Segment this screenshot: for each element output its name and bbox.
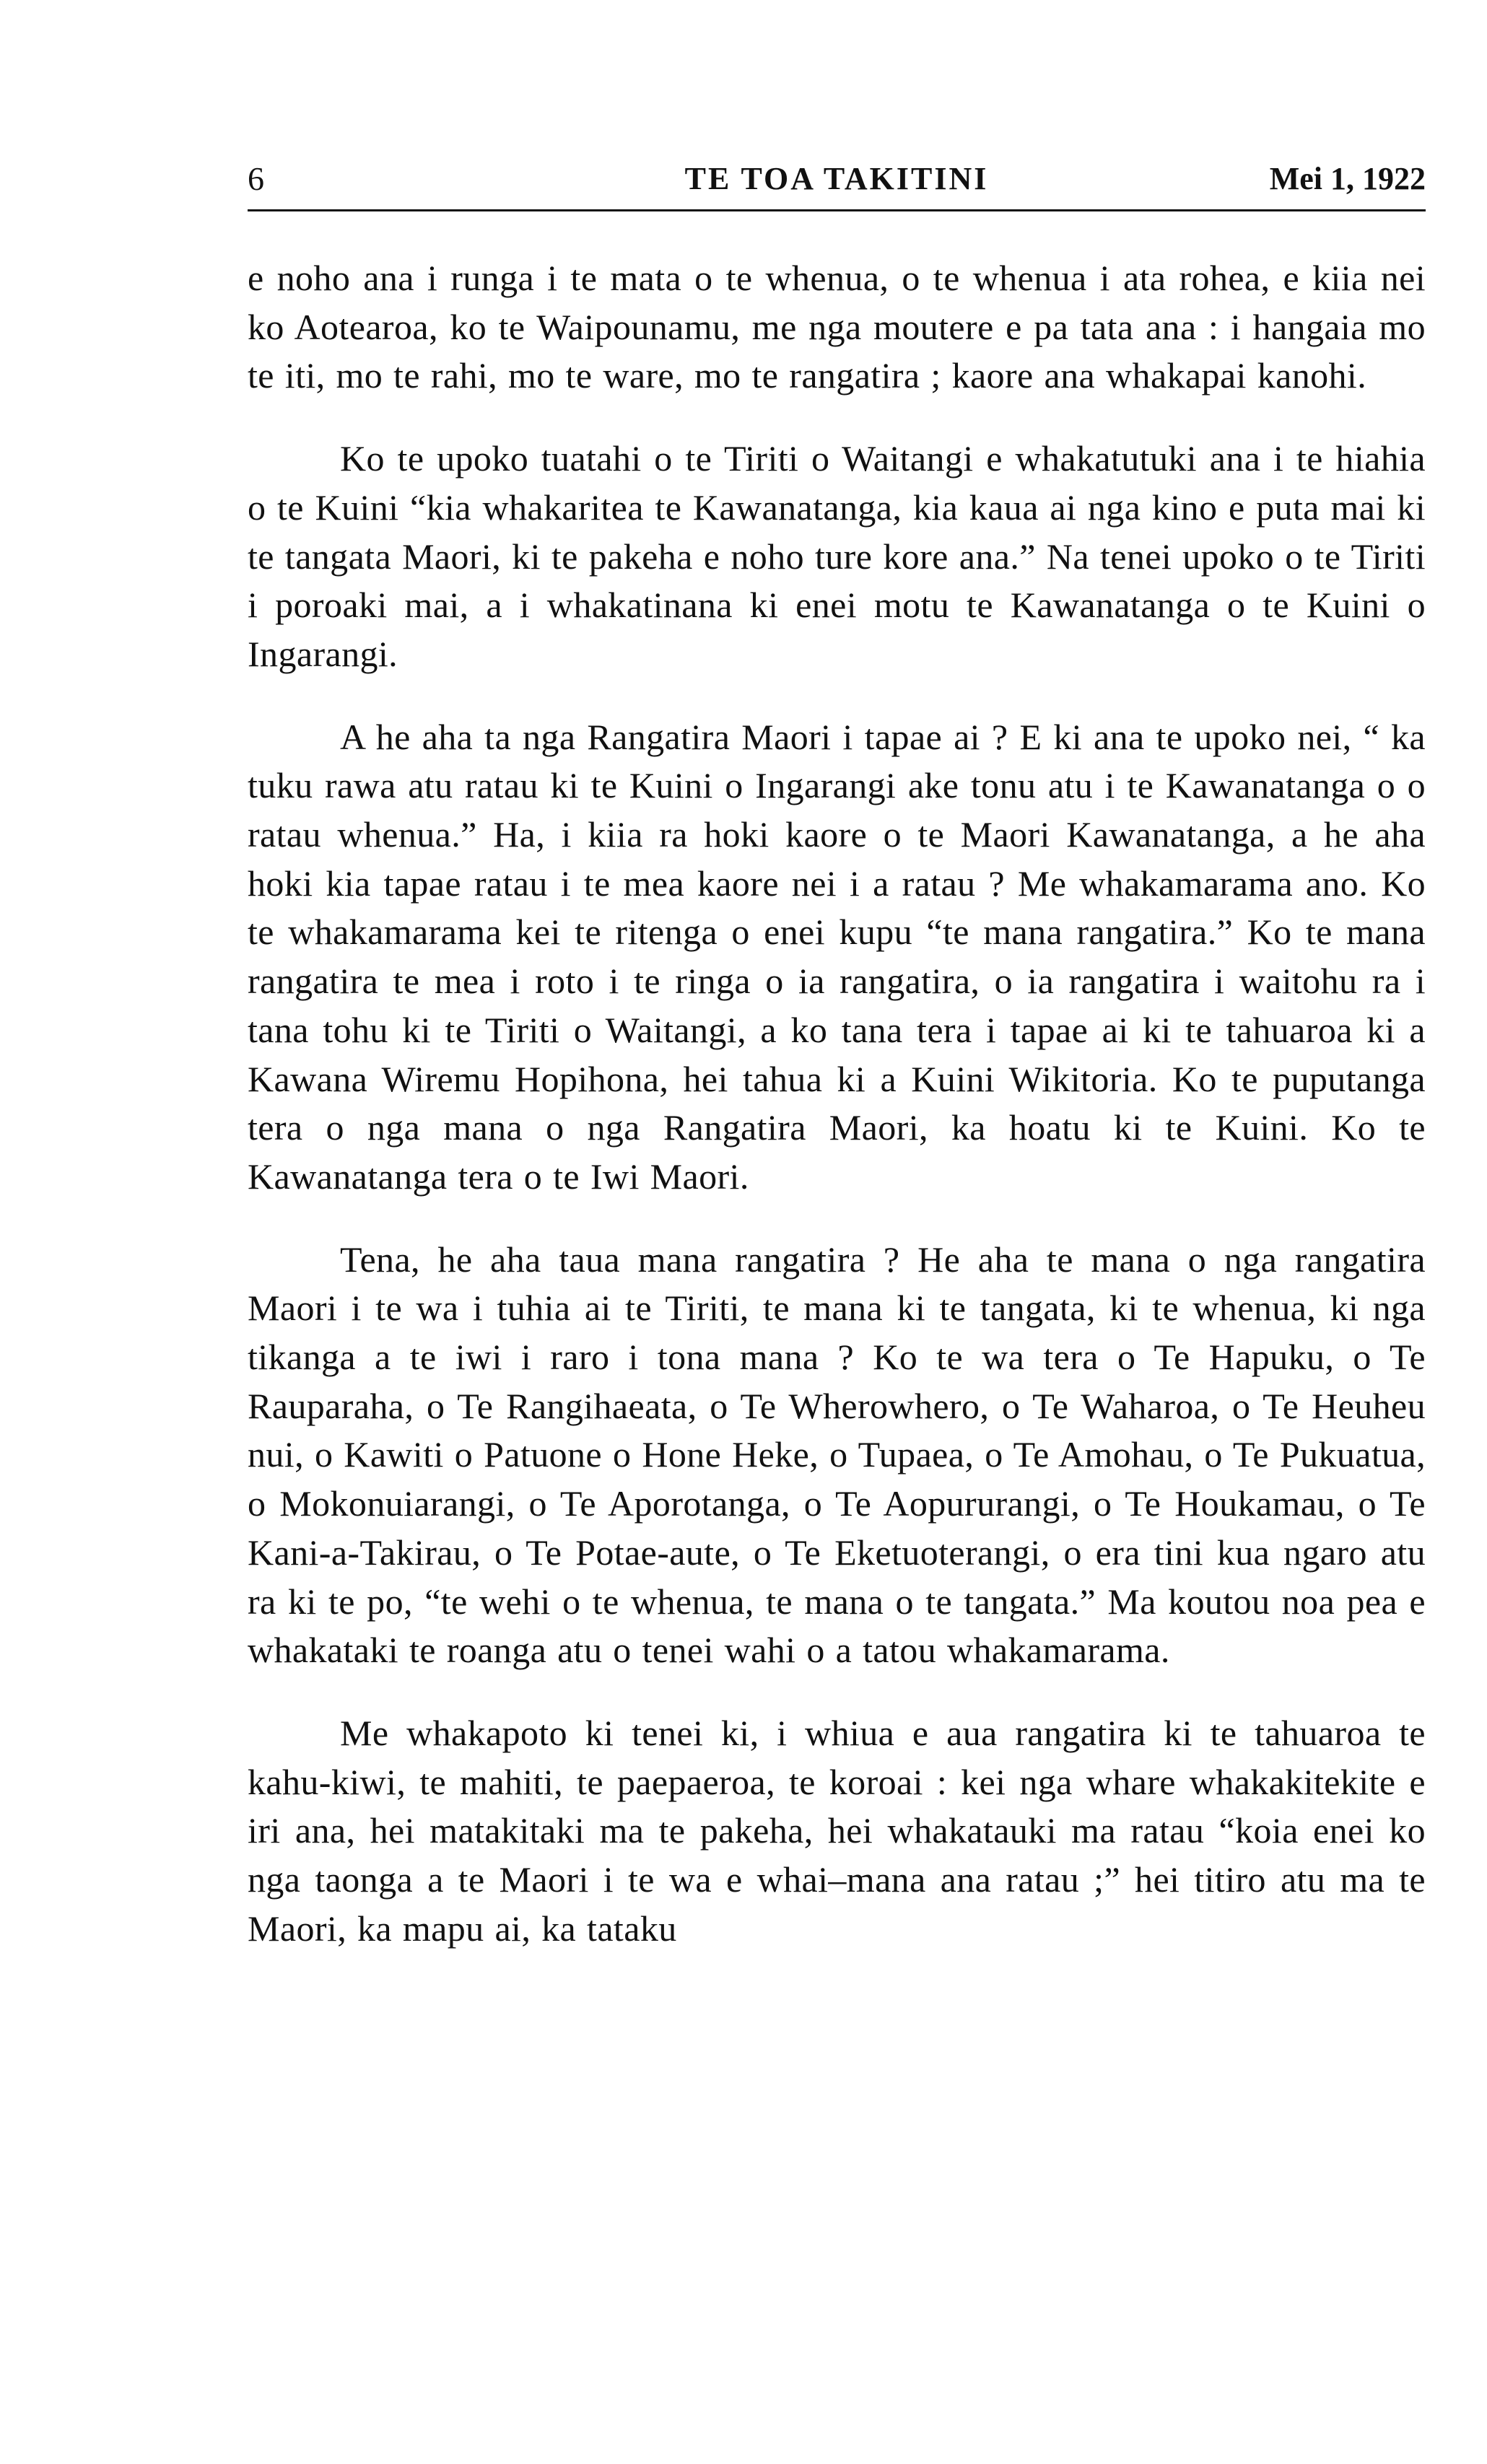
running-head — [248, 157, 1426, 208]
paragraph-4: Tena, he aha taua mana rangatira ? He aha te mana o nga rangatira Maori i te wa i tuhia ai te Tiriti, te mana ki te tangata, ki te whenua, ki nga tikanga a te iwi i raro i tona mana ? Ko te wa tera o Te Hapuku, o Te Rauparaha, o Te Rangihaeata, o Te Wherowhero, o Te Waharoa, o Te Heuheu nui, o Kawiti o Patuone o Hone Heke, o Tupaea, o Te Amohau, o Te Pukuatua, o Mokonuiarangi, o Te Aporotanga, o Te Aopururangi, o Te Houkamau, o Te Kani-a-Takirau, o Te Potae-aute, o Te Eketuoterangi, o era tini kua ngaro atu ra ki te po, “te wehi o te whenua, te mana o te tangata.” Ma koutou noa pea e whakataki te roanga atu o tenei wahi o a tatou whakamarama. — [248, 1238, 1426, 1671]
paragraph-5: Me whakapoto ki tenei ki, i whiua e aua rangatira ki te tahuaroa te kahu-kiwi, te mahiti, te paepaeroa, te koroai : kei nga whare whakakitekite e iri ana, hei matakitaki ma te pakeha, hei whakatauki ma ratau “koia enei ko nga taonga a te Maori i te wa e whai–mana ana ratau ;” hei titiro atu ma te Maori, ka mapu ai, ka tataku — [248, 1712, 1426, 1949]
paragraph-3: A he aha ta nga Rangatira Maori i tapae ai ? E ki ana te upoko nei, “ ka tuku rawa atu ratau ki te Kuini o Ingarangi ake tonu atu i te Kawanatanga o o ratau whenua.” Ha, i kiia ra hoki kaore o te Maori Kawanatanga, a he aha hoki kia tapae ratau i te mea kaore nei i a ratau ? Me whakamarama ano. Ko te whakamarama kei te ritenga o enei kupu “te mana rangatira.” Ko te mana rangatira te mea i roto i te ringa o ia rangatira, o ia rangatira i waitohu ra i tana tohu ki te Tiriti o Waitangi, a ko tana tera i tapae ai ki te tahuaroa ki a Kawana Wiremu Hopihona, hei tahua ki a Kuini Wikitoria. Ko te puputanga tera o nga mana o nga Rangatira Maori, ka hoatu ki te Kuini. Ko te Kawanatanga tera o te Iwi Maori. — [248, 716, 1426, 1197]
page-number: 6 — [248, 160, 264, 197]
journal-title: TE TOA TAKITINI — [684, 161, 989, 196]
body-text — [248, 254, 1426, 1954]
paragraph-2: Ko te upoko tuatahi o te Tiriti o Waitangi e whakatutuki ana i te hiahia o te Kuini “kia whakaritea te Kawanatanga, kia kaua ai nga kino e puta mai ki te tangata Maori, ki te pakeha e noho ture kore ana.” Na tenei upoko o te Tiriti i poroaki mai, a i whakatinana ki enei motu te Kawanatanga o te Kuini o Ingarangi. — [248, 438, 1426, 674]
issue-date: Mei 1, 1922 — [1269, 161, 1426, 196]
header-rule — [248, 209, 1426, 211]
paragraph-1: e noho ana i runga i te mata o te whenua, o te whenua i ata rohea, e kiia nei ko Aotearoa, ko te Waipounamu, me nga moutere e pa tata ana : i hangaia mo te iti, mo te rahi, mo te ware, mo te rangatira ; kaore ana whakapai kanohi. — [248, 258, 1426, 396]
